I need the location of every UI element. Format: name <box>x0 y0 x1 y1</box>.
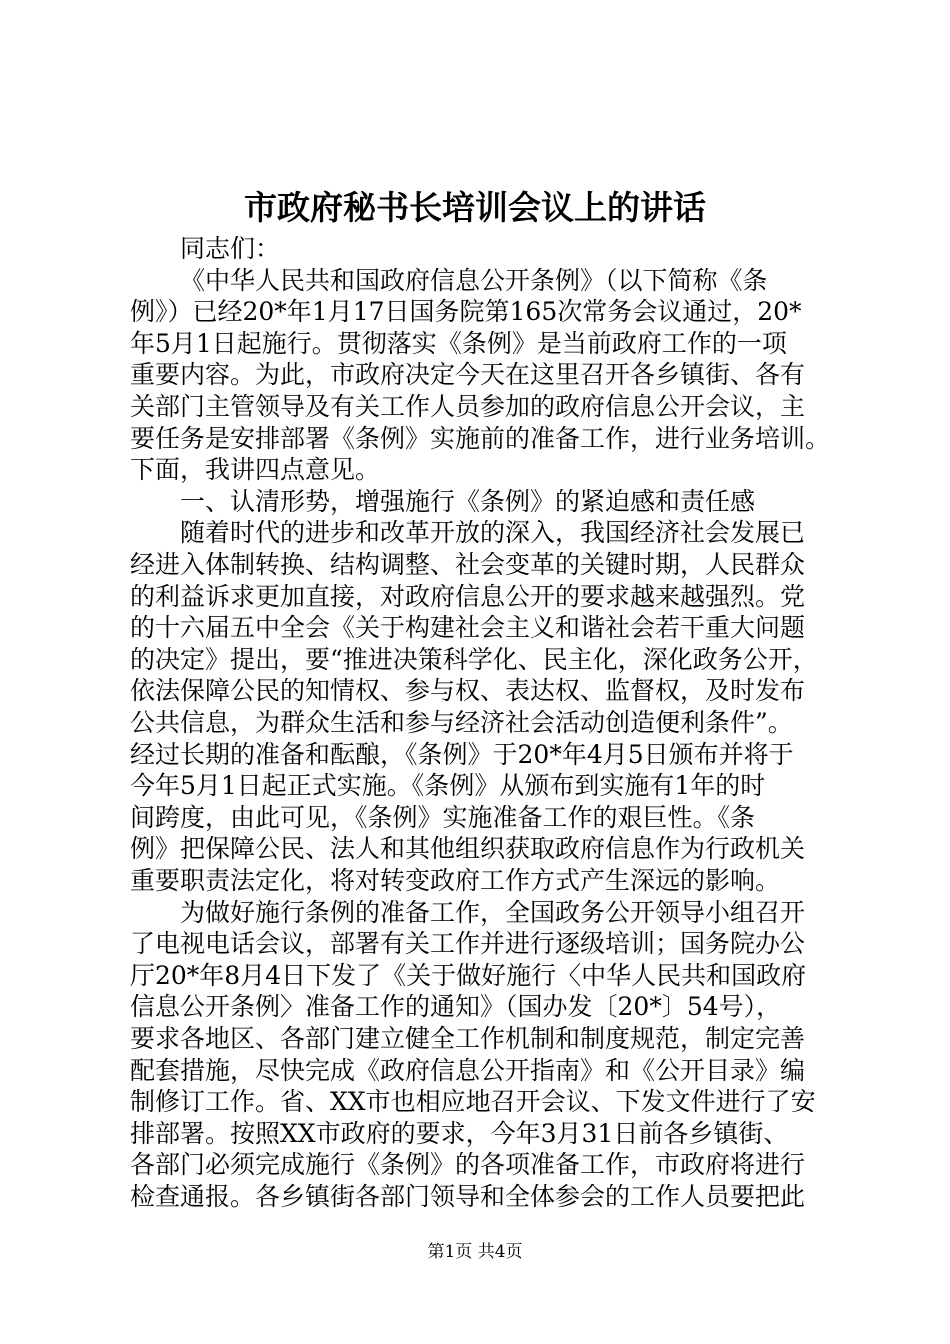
body-line: 了电视电话会议，部署有关工作并进行逐级培训；国务院办公 <box>130 929 806 958</box>
body-line: 例》）已经20*年1月17日国务院第165次常务会议通过，20* <box>130 297 802 326</box>
body-line: 厅20*年8月4日下发了《关于做好施行〈中华人民共和国政府 <box>130 961 807 990</box>
page-number-footer: 第1页 共4页 <box>427 1242 523 1262</box>
body-line: 的利益诉求更加直接，对政府信息公开的要求越来越强烈。党 <box>130 582 806 611</box>
body-line: 依法保障公民的知情权、参与权、表达权、监督权，及时发布 <box>130 676 806 705</box>
body-line: 要任务是安排部署《条例》实施前的准备工作，进行业务培训。 <box>130 424 831 453</box>
body-line: 重要内容。为此，市政府决定今天在这里召开各乡镇街、各有 <box>130 360 806 389</box>
body-line: 《中华人民共和国政府信息公开条例》（以下简称《条 <box>180 266 768 295</box>
section-heading: 一、认清形势，增强施行《条例》的紧迫感和责任感 <box>180 487 756 516</box>
body-line: 排部署。按照XX市政府的要求，今年3月31日前各乡镇街、 <box>130 1119 789 1148</box>
body-line: 今年5月1日起正式实施。《条例》从颁布到实施有1年的时 <box>130 771 766 800</box>
body-line: 随着时代的进步和改革开放的深入，我国经济社会发展已 <box>180 518 806 547</box>
body-line: 为做好施行条例的准备工作，全国政务公开领导小组召开 <box>180 898 806 927</box>
body-line: 年5月1日起施行。贯彻落实《条例》是当前政府工作的一项 <box>130 329 787 358</box>
body-line: 信息公开条例〉准备工作的通知》（国办发〔20*〕54号）， <box>130 992 782 1021</box>
body-line: 的决定》提出，要“推进决策科学化、民主化，深化政务公开， <box>130 645 818 674</box>
body-line: 要求各地区、各部门建立健全工作机制和制度规范，制定完善 <box>130 1024 806 1053</box>
body-line: 各部门必须完成施行《条例》的各项准备工作，市政府将进行 <box>130 1150 806 1179</box>
body-line: 配套措施，尽快完成《政府信息公开指南》和《公开目录》编 <box>130 1056 806 1085</box>
body-line: 下面，我讲四点意见。 <box>130 455 381 484</box>
body-line: 间跨度，由此可见，《条例》实施准备工作的艰巨性。《条 <box>130 803 756 832</box>
body-line: 经过长期的准备和酝酿，《条例》于20*年4月5日颁布并将于 <box>130 740 794 769</box>
body-line: 例》把保障公民、法人和其他组织获取政府信息作为行政机关 <box>130 834 806 863</box>
body-line: 经进入体制转换、结构调整、社会变革的关键时期，人民群众 <box>130 550 806 579</box>
salutation-line: 同志们： <box>180 234 281 263</box>
document-title: 市政府秘书长培训会议上的讲话 <box>244 188 706 227</box>
body-line: 重要职责法定化，将对转变政府工作方式产生深远的影响。 <box>130 866 781 895</box>
body-line: 制修订工作。省、XX市也相应地召开会议、下发文件进行了安 <box>130 1087 816 1116</box>
body-line: 关部门主管领导及有关工作人员参加的政府信息公开会议，主 <box>130 392 806 421</box>
body-line: 公共信息，为群众生活和参与经济社会活动创造便利条件”。 <box>130 708 793 737</box>
body-line: 的十六届五中全会《关于构建社会主义和谐社会若干重大问题 <box>130 613 806 642</box>
body-line: 检查通报。各乡镇街各部门领导和全体参会的工作人员要把此 <box>130 1182 806 1211</box>
